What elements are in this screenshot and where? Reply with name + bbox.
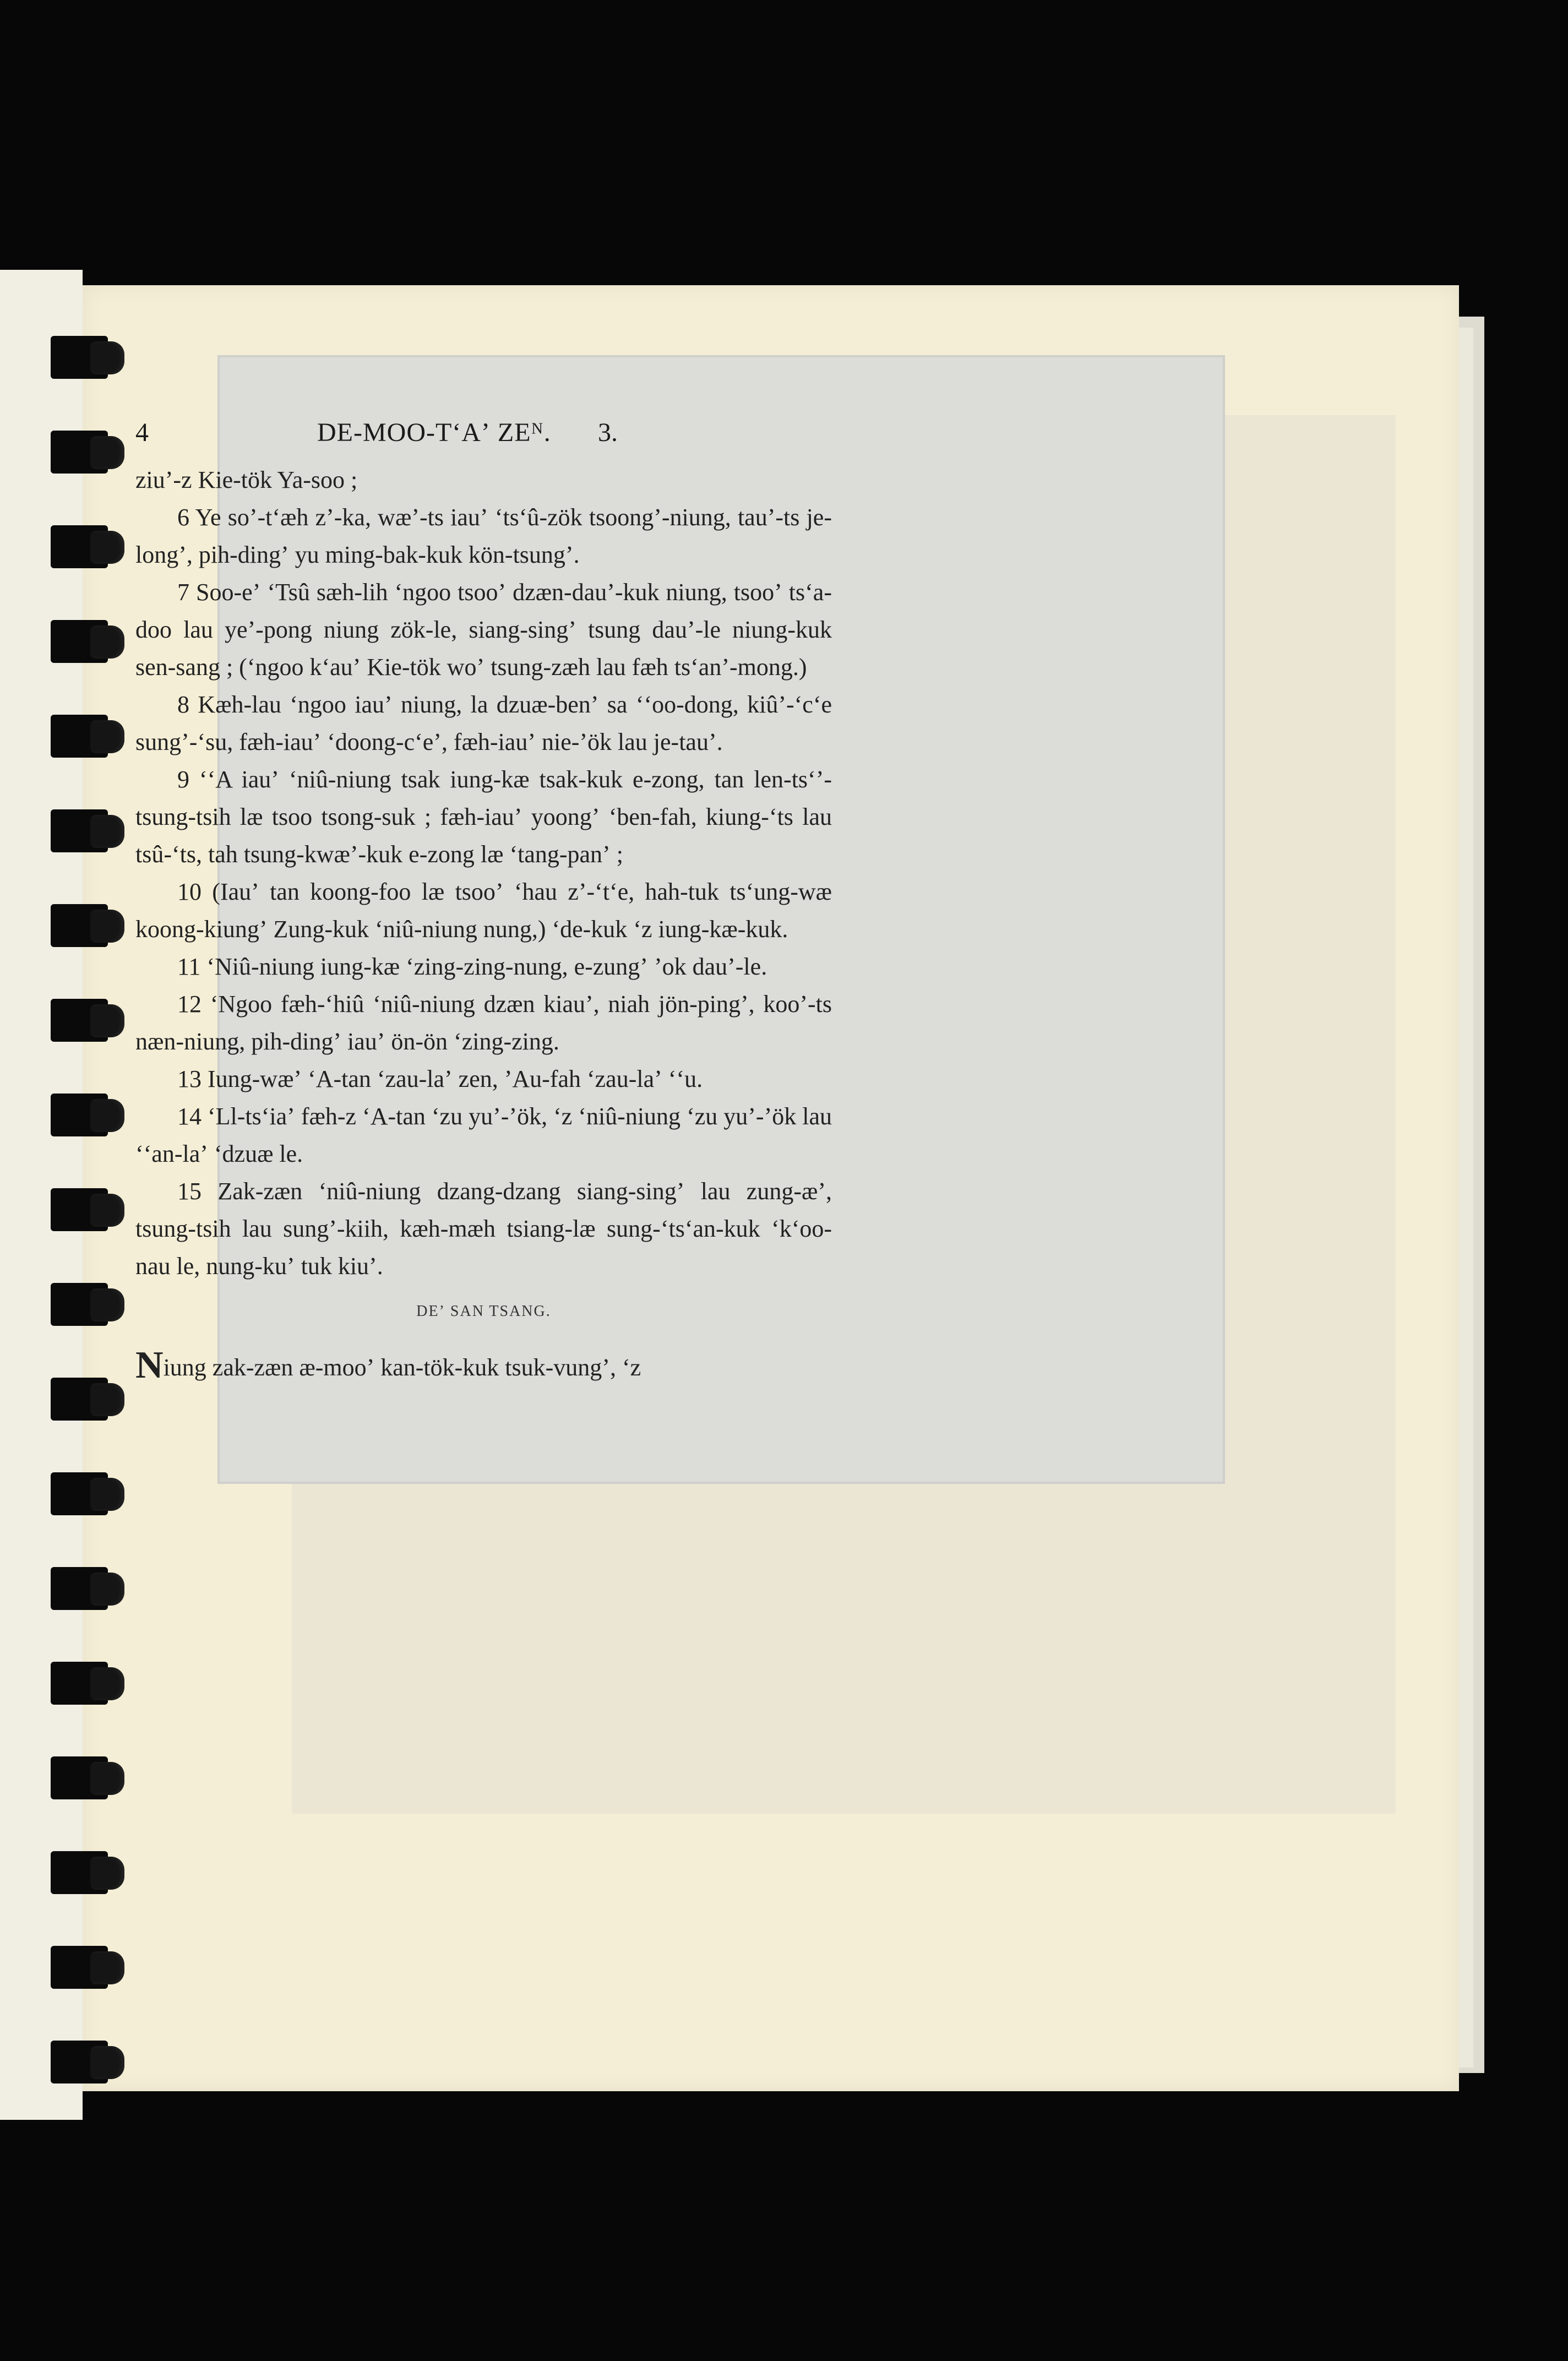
spiral-loop (51, 620, 133, 668)
spiral-loop-front (90, 1288, 124, 1321)
paragraph: 15 Zak-zæn ʻniû-niung dzang-dzang siang-singʼ lau zung-æʼ, tsung-tsih lau sungʼ-kiih, kæh-mæh tsiang-læ sung-ʻtsʻan-kuk ʻkʻoo-nau le, nung-kuʼ tuk kiuʼ. (135, 1178, 832, 1280)
section-heading: DEʼ SAN TSANG. (416, 1303, 551, 1320)
paragraph: 11 ʻNiû-niung iung-kæ ʻzing-zing-nung, e-zungʼ ʼok dauʼ-le. (177, 953, 767, 980)
spiral-loop (51, 1472, 133, 1521)
spiral-loop (51, 1188, 133, 1237)
spiral-loop-front (90, 1667, 124, 1700)
spiral-loop-front (90, 625, 124, 659)
spiral-loop-front (90, 2046, 124, 2079)
paragraph: 9 ʻʻA iauʼ ʻniû-niung tsak iung-kæ tsak-kuk e-zong, tan len-tsʻʼ-tsung-tsih læ tsoo tsong-suk ; fæh-iauʼ yoongʼ ʻben-fah, kiung-ʻts lau tsû-ʻts, tah tsung-kwæʼ-kuk e-zong læ ʻtang-panʼ ; (135, 766, 832, 868)
spiral-loop (51, 1094, 133, 1142)
spiral-loop (51, 809, 133, 858)
body-text (135, 461, 832, 1386)
spiral-loop (51, 1851, 133, 1900)
paragraph: 8 Kæh-lau ʻngoo iauʼ niung, la dzuæ-benʼ sa ʻʻoo-dong, kiûʼ-ʻcʻe sungʼ-ʻsu, fæh-iauʼ ʻdoong-cʻeʼ, fæh-iauʼ nie-ʼök lau je-tauʼ. (135, 691, 832, 755)
spiral-loop-front (90, 1004, 124, 1037)
spiral-loop-front (90, 341, 124, 374)
paragraph: 6 Ye soʼ-tʻæh zʼ-ka, wæʼ-ts iauʼ ʻtsʻû-zök tsoongʼ-niung, tauʼ-ts je-longʼ, pih-dingʼ yu ming-bak-kuk kön-tsungʼ. (135, 504, 832, 568)
drop-cap: N (135, 1344, 164, 1386)
paragraph: 7 Soo-eʼ ʻTsû sæh-lih ʻngoo tsooʼ dzæn-dauʼ-kuk niung, tsooʼ tsʻa-doo lau yeʼ-pong niung zök-le, siang-singʼ tsung dauʼ-le niung-kuk sen-sang ; (ʻngoo kʻauʼ Kie-tök woʼ tsung-zæh lau fæh tsʻanʼ-mong.) (135, 579, 832, 681)
spiral-loop-front (90, 1573, 124, 1606)
paragraph: 12 ʻNgoo fæh-ʻhiû ʻniû-niung dzæn kiauʼ, niah jön-pingʼ, kooʼ-ts næn-niung, pih-dingʼ iauʼ ön-ön ʻzing-zing. (135, 991, 832, 1055)
paragraph: 14 ʻLl-tsʻiaʼ fæh-z ʻA-tan ʻzu yuʼ-ʼök, ʻz ʻniû-niung ʻzu yuʼ-ʼök lau ʻʻan-laʼ ʻdzuæ le. (135, 1103, 832, 1167)
spiral-loop (51, 1756, 133, 1805)
spiral-loop (51, 1378, 133, 1426)
spiral-loop-front (90, 1951, 124, 1984)
spiral-loop (51, 525, 133, 574)
spiral-loop (51, 1283, 133, 1331)
running-title: DE-MOO-TʻAʼ ZEᴺ. (317, 418, 551, 447)
spiral-loop-front (90, 1383, 124, 1416)
spiral-loop (51, 1662, 133, 1710)
spiral-loop (51, 1567, 133, 1615)
spiral-loop (51, 336, 133, 384)
closing-line-text: iung zak-zæn æ-mooʼ kan-tök-kuk tsuk-vungʼ, ʻz (163, 1354, 641, 1381)
spiral-loop (51, 904, 133, 953)
spiral-loop (51, 999, 133, 1047)
spiral-loop-front (90, 1762, 124, 1795)
chapter-number: 3. (598, 418, 618, 447)
paragraph: ziuʼ-z Kie-tök Ya-soo ; (135, 466, 358, 493)
spiral-loop-front (90, 815, 124, 848)
closing-line (135, 1344, 832, 1386)
spiral-loop-front (90, 531, 124, 564)
spiral-loop (51, 431, 133, 479)
spiral-loop (51, 715, 133, 763)
spiral-loop-front (90, 1194, 124, 1227)
page-number: 4 (135, 418, 149, 447)
spiral-loop-front (90, 1857, 124, 1890)
spiral-loop-front (90, 436, 124, 469)
paragraph: 10 (Iauʼ tan koong-foo læ tsooʼ ʻhau zʼ-ʻtʻe, hah-tuk tsʻung-wæ koong-kiungʼ Zung-kuk ʻniû-niung nung,) ʻde-kuk ʻz iung-kæ-kuk. (135, 878, 832, 943)
spiral-loop-front (90, 720, 124, 753)
running-header (135, 417, 832, 450)
spiral-loop (51, 2041, 133, 2089)
spiral-loop-front (90, 1099, 124, 1132)
paragraph: 13 Iung-wæʼ ʻA-tan ʻzau-laʼ zen, ʼAu-fah ʻzau-laʼ ʻʻu. (177, 1065, 703, 1092)
spiral-loop-front (90, 1478, 124, 1511)
spiral-loop-front (90, 910, 124, 943)
spiral-loop (51, 1946, 133, 1994)
